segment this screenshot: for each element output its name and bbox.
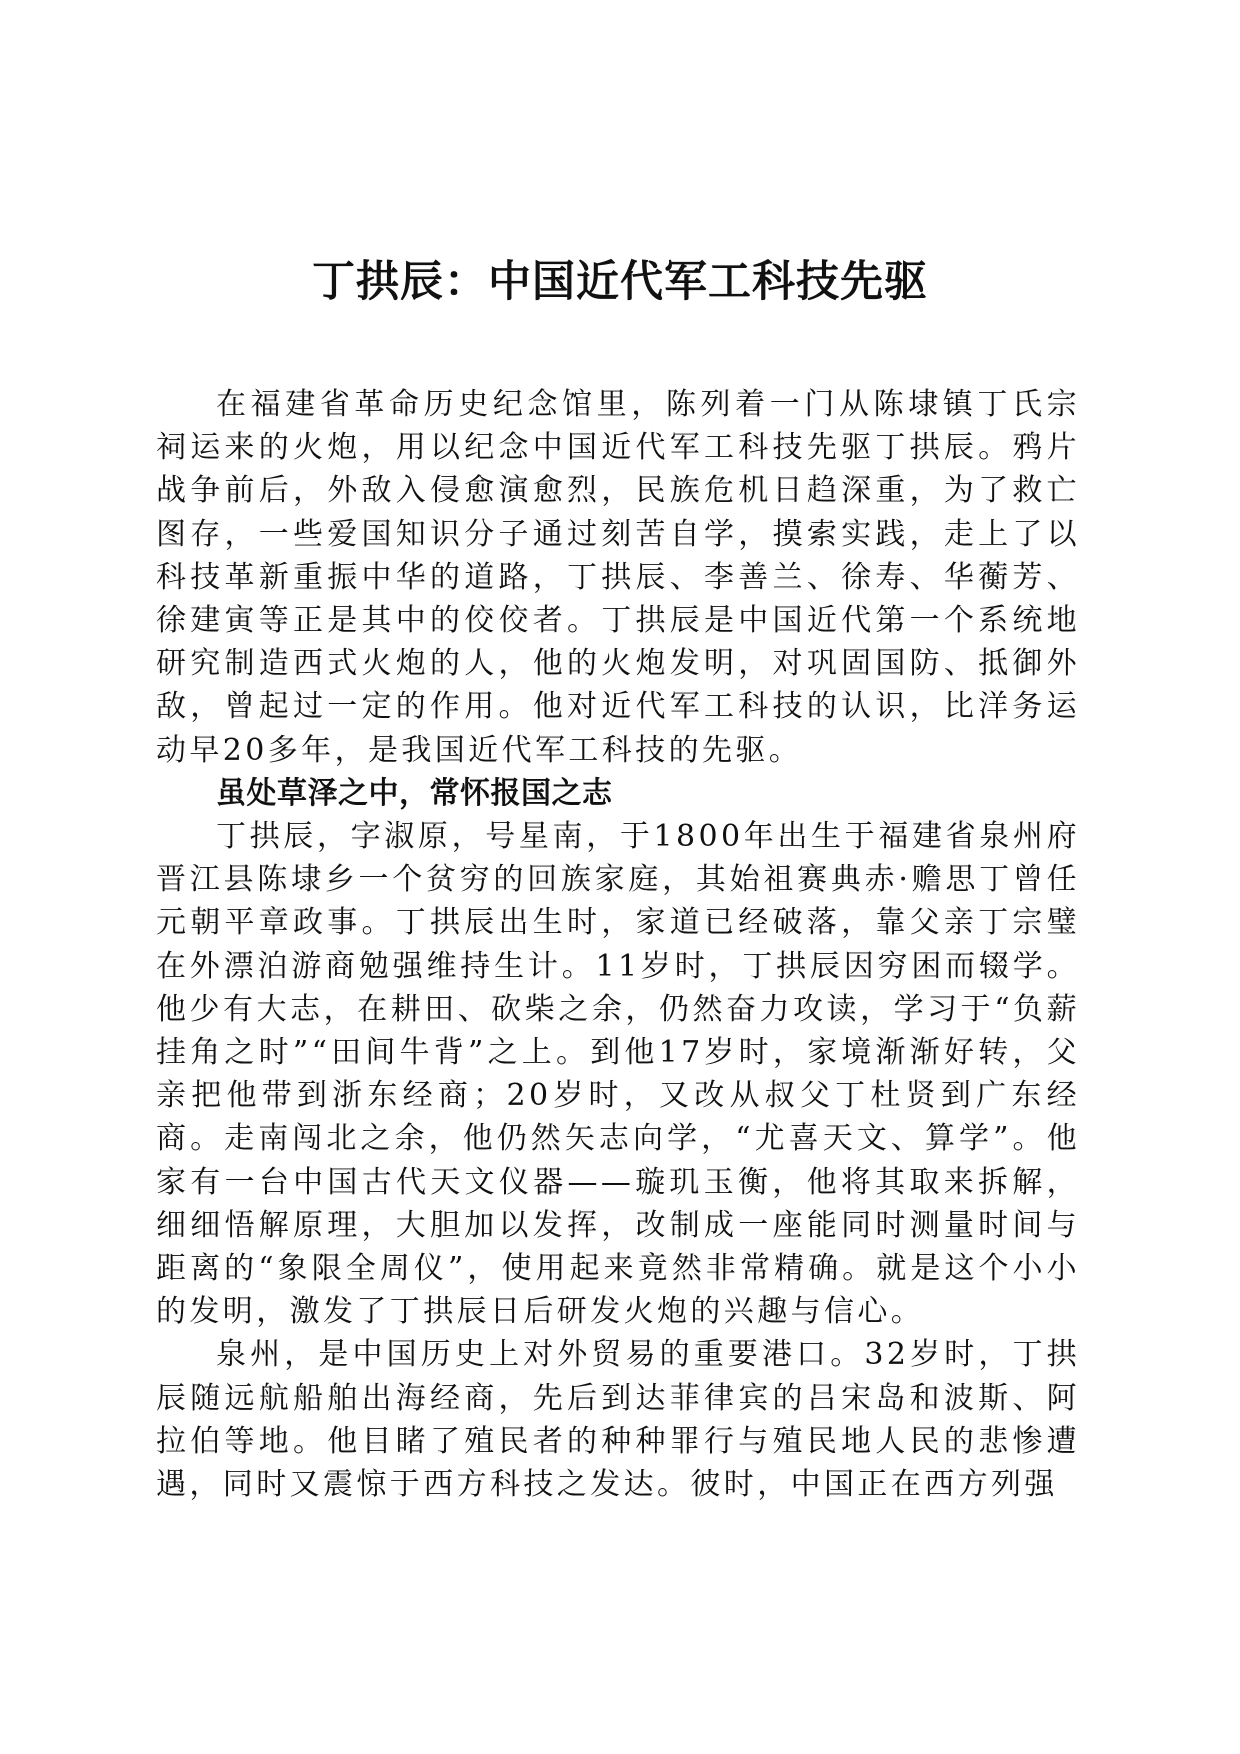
- document-title: 丁拱辰：中国近代军工科技先驱: [312, 257, 928, 307]
- body-paragraph: 泉州，是中国历史上对外贸易的重要港口。32岁时，丁拱辰随远航船舶出海经商，先后到达菲律宾的吕宋岛和波斯、阿拉伯等地。他目睹了殖民者的种种罪行与殖民地人民的悲惨遭遇，同时又震惊于西方科技之发达。彼时，中国正在西方列强: [156, 1337, 1080, 1503]
- document-body: [156, 383, 1080, 1506]
- section-heading: 虽处草泽之中，常怀报国之志: [216, 775, 613, 811]
- body-paragraph: 在福建省革命历史纪念馆里，陈列着一门从陈埭镇丁氏宗祠运来的火炮，用以纪念中国近代军工科技先驱丁拱辰。鸦片战争前后，外敌入侵愈演愈烈，民族危机日趋深重，为了救亡图存，一些爱国知识分子通过刻苦自学，摸索实践，走上了以科技革新重振中华的道路，丁拱辰、李善兰、徐寿、华蘅芳、徐建寅等正是其中的佼佼者。丁拱辰是中国近代第一个系统地研究制造西式火炮的人，他的火炮发明，对巩固国防、抵御外敌，曾起过一定的作用。他对近代军工科技的认识，比洋务运动早20多年，是我国近代军工科技的先驱。: [156, 387, 1080, 768]
- body-paragraph: 丁拱辰，字淑原，号星南，于1800年出生于福建省泉州府晋江县陈埭乡一个贫穷的回族家庭，其始祖赛典赤·赡思丁曾任元朝平章政事。丁拱辰出生时，家道已经破落，靠父亲丁宗璧在外漂泊游商勉强维持生计。11岁时，丁拱辰因穷困而辍学。他少有大志，在耕田、砍柴之余，仍然奋力攻读，学习于“负薪挂角之时”“田间牛背”之上。到他17岁时，家境渐渐好转，父亲把他带到浙东经商；20岁时，又改从叔父丁杜贤到广东经商。走南闯北之余，他仍然矢志向学，“尤喜天文、算学”。他家有一台中国古代天文仪器——璇玑玉衡，他将其取来拆解，细细悟解原理，大胆加以发挥，改制成一座能同时测量时间与距离的“象限全周仪”，使用起来竟然非常精确。就是这个小小的发明，激发了丁拱辰日后研发火炮的兴趣与信心。: [156, 819, 1080, 1330]
